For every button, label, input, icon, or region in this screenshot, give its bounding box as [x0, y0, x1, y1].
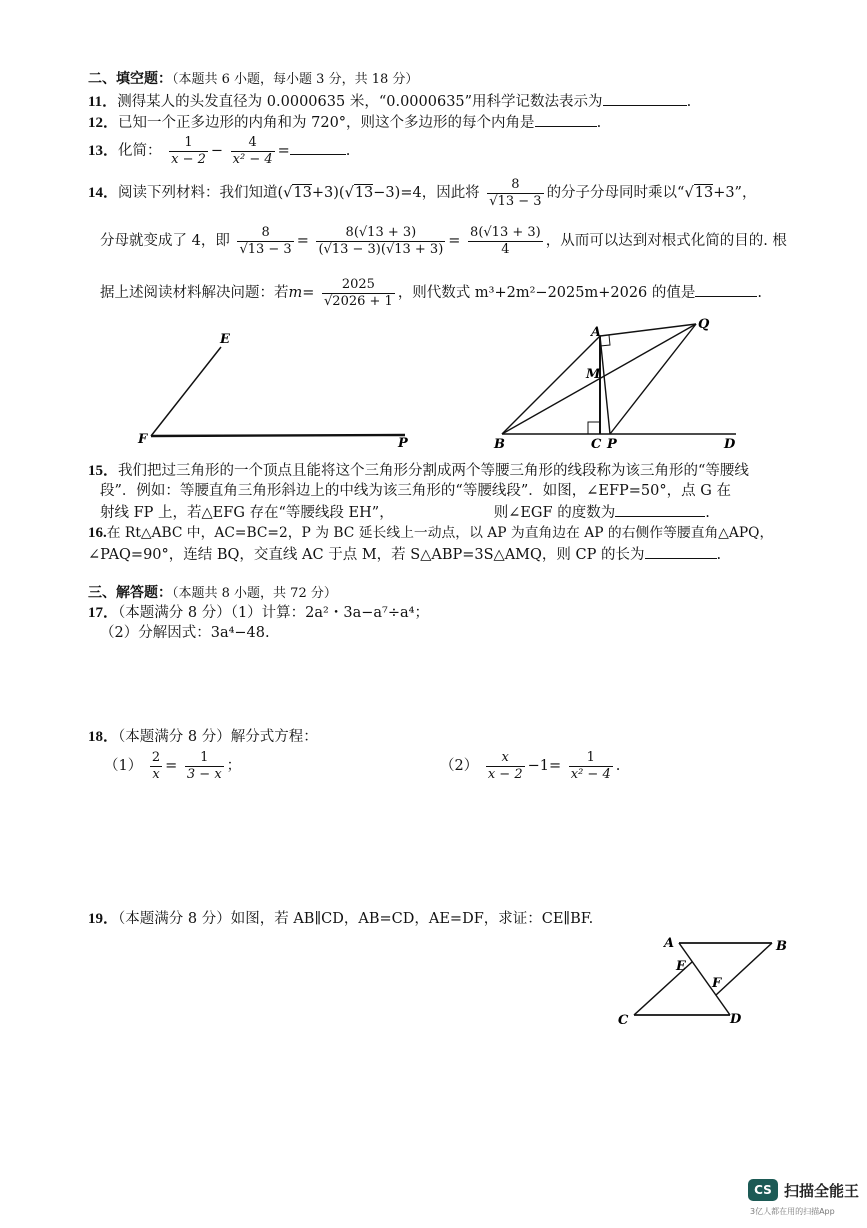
- fraction: [486, 750, 525, 783]
- operator: −1=: [527, 758, 562, 774]
- fraction: [569, 750, 613, 783]
- text: （2）分解因式：3a⁴−48.: [100, 625, 270, 641]
- label-p: P: [398, 436, 408, 451]
- label-c: C: [591, 437, 602, 452]
- text: 我们把过三角形的一个顶点且能将这个三角形分割成两个等腰三角形的线段称为该三角形的“等腰线: [118, 463, 749, 479]
- radicand: 13: [354, 185, 374, 201]
- answer-blank[interactable]: [603, 91, 687, 106]
- denominator: √2026 + 1: [324, 293, 393, 309]
- right-angle-c: [588, 422, 600, 434]
- numerator: 1: [569, 750, 613, 767]
- figure-ab-cd: [612, 930, 802, 1030]
- denominator: x² − 4: [570, 766, 611, 782]
- radicand: 13: [694, 185, 714, 201]
- label-f: F: [712, 976, 722, 991]
- label-e: E: [220, 332, 230, 347]
- variable: m=: [288, 285, 315, 301]
- question-15-line-2: [100, 482, 731, 500]
- question-text: 化简：: [118, 143, 162, 159]
- numerator: 8: [487, 177, 543, 194]
- period: .: [345, 143, 351, 159]
- text: 在 Rt△ABC 中，AC=BC=2，P 为 BC 延长线上一动点，以 AP 为直角边在 AP 的右侧作等腰直角△APQ，: [106, 525, 774, 541]
- text: （本题满分 8 分）如图，若 AB∥CD，AB=CD，AE=DF，求证：CE∥BF.: [118, 911, 594, 927]
- segment-pq: [610, 324, 696, 434]
- text: 分母就变成了 4，即: [100, 233, 230, 249]
- period: .: [757, 285, 762, 301]
- question-number: 15．: [88, 463, 119, 479]
- section-3-note: （本题共 8 小题，共 72 分）: [172, 586, 337, 601]
- text: ，则代数式 m³+2m²−2025m+2026 的值是: [397, 285, 696, 301]
- denominator: √13 − 3: [239, 241, 292, 257]
- part-label: （1）: [104, 758, 143, 774]
- text: 据上述阅读材料解决问题：若: [100, 285, 289, 301]
- fraction: [169, 135, 208, 168]
- section-3-heading: [88, 584, 337, 603]
- operator: =: [277, 143, 290, 159]
- text: +3”，: [713, 185, 757, 201]
- question-11: [88, 91, 691, 111]
- segment-ba: [502, 336, 600, 434]
- radicand: 13: [293, 185, 312, 201]
- question-number: 11．: [88, 94, 118, 110]
- label-d: D: [730, 1012, 742, 1027]
- operator: −: [210, 143, 224, 159]
- label-d: D: [724, 437, 736, 452]
- question-17-line-1: [88, 604, 429, 622]
- answer-blank[interactable]: [695, 282, 757, 297]
- label-m: M: [586, 367, 601, 382]
- text: 的分子分母同时乘以“: [546, 185, 685, 201]
- question-14-line-1: 14．阅读下列材料：我们知道(√13+3)(√13−3)=4，因此将 $\frac{8}{√13 - 3}$ 的分子分母同时乘以“√13+3”，: [88, 176, 757, 209]
- text: （本题满分 8 分）（1）计算：2a²・3a−a⁷÷a⁴；: [118, 605, 429, 621]
- section-2-note: （本题共 6 小题，每小题 3 分，共 18 分）: [172, 72, 419, 87]
- question-16-line-2: [88, 544, 721, 564]
- question-number: 13．: [88, 143, 119, 159]
- question-14-line-2: [100, 224, 787, 258]
- question-17-line-2: [100, 624, 270, 642]
- numerator: 2025: [322, 277, 395, 294]
- answer-blank[interactable]: [535, 112, 597, 127]
- period: .: [716, 547, 722, 563]
- segment-aq: [600, 324, 696, 336]
- question-16-line-1: [88, 524, 773, 542]
- label-q: Q: [698, 317, 710, 332]
- numerator: 8(√13 + 3): [470, 224, 541, 240]
- operator: =: [296, 233, 309, 249]
- label-a: A: [591, 325, 602, 340]
- denominator: 4: [501, 241, 510, 257]
- ray-fe: [151, 347, 221, 436]
- numerator: x: [486, 750, 525, 767]
- question-number: 12．: [88, 115, 119, 131]
- denominator: x − 2: [487, 766, 523, 782]
- question-15-line-3: [100, 502, 710, 522]
- text: +3)(: [311, 185, 345, 201]
- numerator: 1: [169, 135, 208, 152]
- denominator: x − 2: [171, 151, 206, 167]
- numerator: 8(√13 + 3): [316, 225, 445, 242]
- fraction: [487, 177, 543, 210]
- denominator: √13 − 3: [489, 193, 542, 209]
- fraction: [231, 135, 275, 168]
- part-label: （2）: [440, 758, 479, 774]
- camscanner-name: 扫描全能王: [784, 1182, 860, 1200]
- numerator: 1: [185, 750, 224, 767]
- question-number: 18．: [88, 729, 119, 745]
- segment-ad: [679, 943, 730, 1015]
- denominator: x: [152, 766, 160, 782]
- section-2-heading: [88, 70, 418, 89]
- text: 段”．例如：等腰直角三角形斜边上的中线为该三角形的“等腰线段”．如图，∠EFP=50°，点 G 在: [100, 483, 731, 499]
- numerator: 8: [237, 225, 293, 242]
- text: −3)=4，因此将: [373, 185, 480, 201]
- question-12: [88, 112, 601, 132]
- operator: =: [165, 758, 178, 774]
- operator: =: [448, 233, 461, 249]
- period: .: [686, 94, 692, 110]
- question-18-line-1: [88, 728, 318, 746]
- label-a: A: [664, 936, 675, 951]
- question-14-line-3: [100, 276, 762, 310]
- segment-ap: [600, 336, 610, 434]
- question-18-part-1: [104, 748, 241, 784]
- label-b: B: [776, 939, 787, 954]
- ray-fp: [151, 435, 405, 436]
- question-text: 测得某人的头发直径为 0.0000635 米，“0.0000635”用科学记数法表示为: [117, 94, 603, 110]
- punctuation: .: [615, 758, 621, 774]
- figure-triangle-apq: [488, 314, 748, 454]
- numerator: 4: [231, 135, 275, 152]
- text: ，从而可以达到对根式化简的目的. 根: [545, 233, 787, 249]
- text: 则∠EGF 的度数为: [493, 505, 616, 521]
- question-number: 17．: [88, 605, 119, 621]
- answer-blank[interactable]: [290, 140, 346, 155]
- denominator: x² − 4: [232, 151, 273, 167]
- fraction: [150, 750, 162, 783]
- question-number: 14．: [88, 185, 119, 201]
- fraction: [185, 750, 224, 783]
- question-text: 已知一个正多边形的内角和为 720°，则这个多边形的每个内角是: [118, 115, 535, 131]
- text: ∠PAQ=90°，连结 BQ，交直线 AC 于点 M，若 S△ABP=3S△AMQ，则 CP 的长为: [88, 547, 645, 563]
- question-15-line-1: [88, 462, 749, 480]
- label-e: E: [676, 959, 686, 974]
- question-number: 19．: [88, 911, 119, 927]
- fraction: [237, 225, 293, 258]
- text: 阅读下列材料：我们知道(: [118, 185, 284, 201]
- text: （本题满分 8 分）解分式方程：: [118, 729, 318, 745]
- label-c: C: [618, 1013, 629, 1028]
- answer-blank[interactable]: [615, 502, 705, 517]
- punctuation: ；: [226, 758, 242, 774]
- question-13: [88, 134, 350, 168]
- section-3-title: 三、解答题：: [88, 585, 172, 601]
- period: .: [705, 505, 710, 521]
- question-number: 16.: [88, 525, 107, 541]
- fraction: [316, 225, 445, 258]
- fraction: [468, 225, 543, 258]
- denominator: (√13 − 3)(√13 + 3): [318, 241, 444, 257]
- question-19: [88, 910, 593, 928]
- numerator: 2: [151, 749, 161, 765]
- period: .: [596, 115, 602, 131]
- label-f: F: [138, 432, 148, 447]
- camscanner-tagline: 3亿人都在用的扫描App: [750, 1207, 835, 1216]
- section-2-title: 二、填空题：: [88, 71, 172, 87]
- answer-blank[interactable]: [645, 544, 717, 559]
- fraction: [322, 277, 395, 310]
- text: 射线 FP 上，若△EFG 存在“等腰线段 EH”，: [100, 505, 394, 521]
- label-p: P: [607, 437, 617, 452]
- label-b: B: [494, 437, 505, 452]
- denominator: 3 − x: [186, 766, 222, 782]
- segment-bf: [716, 943, 772, 995]
- camscanner-logo-icon: CS: [748, 1179, 778, 1201]
- question-18-part-2: [440, 748, 620, 784]
- figure-angle-efp: [130, 325, 430, 455]
